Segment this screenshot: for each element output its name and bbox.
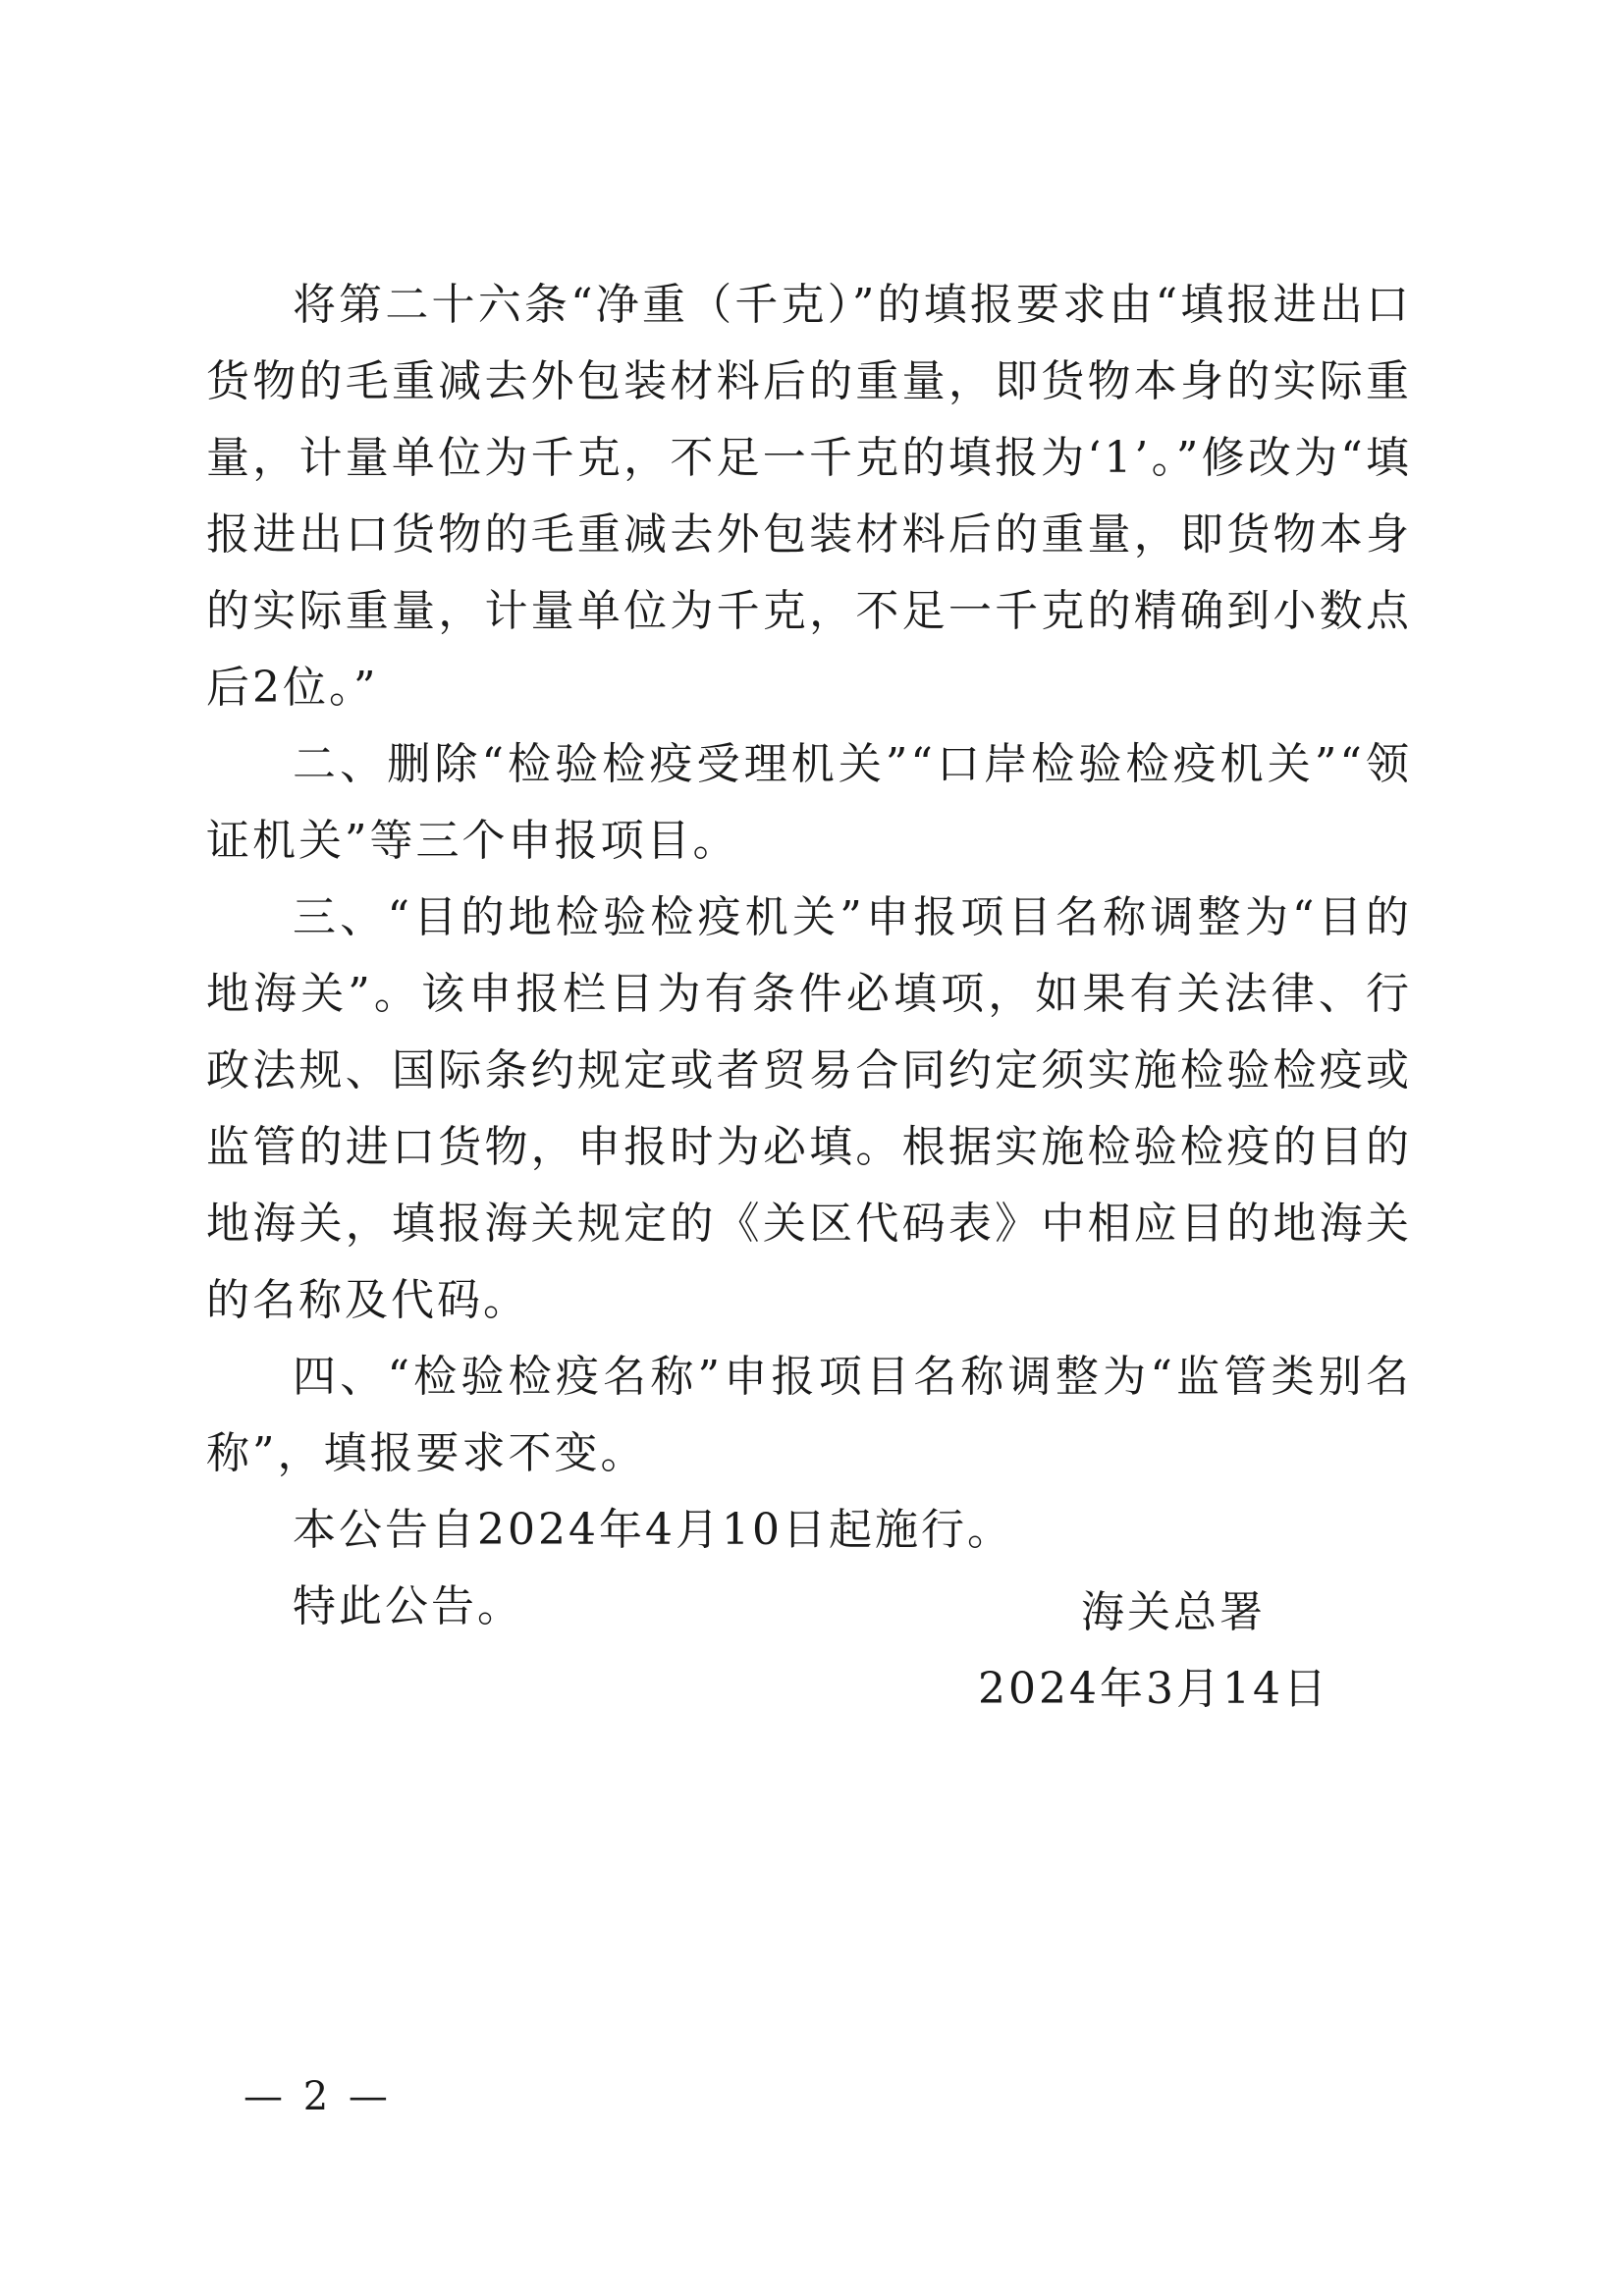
page-number: — 2 —: [244, 2074, 392, 2119]
paragraph-effective-date: 本公告自2024年4月10日起施行。: [293, 1505, 1013, 1555]
paragraph-item-two: 二、删除“检验检疫受理机关”“口岸检验检疫机关”“领证机关”等三个申报项目。: [206, 739, 1412, 866]
signature-block: [978, 1575, 1329, 1728]
paragraph-item-three: 三、“目的地检验检疫机关”申报项目名称调整为“目的地海关”。该申报栏目为有条件必填项，如果有关法律、行政法规、国际条约规定或者贸易合同约定须实施检验检疫或监管的进口货物，申报时为必填。根据实施检验检疫的目的地海关，填报海关规定的《关区代码表》中相应目的地海关的名称及代码。: [206, 892, 1412, 1325]
signature-organization: 海关总署: [1081, 1587, 1267, 1637]
signature-date: 2024年3月14日: [978, 1664, 1329, 1714]
paragraph-item-four: 四、“检验检疫名称”申报项目名称调整为“监管类别名称”，填报要求不变。: [206, 1352, 1412, 1478]
paragraph-net-weight: 将第二十六条“净重（千克）”的填报要求由“填报进出口货物的毛重减去外包装材料后的重量，即货物本身的实际重量，计量单位为千克，不足一千克的填报为‘1’。”修改为“填报进出口货物的毛重减去外包装材料后的重量，即货物本身的实际重量，计量单位为千克，不足一千克的精确到小数点后2位。”: [206, 280, 1412, 713]
document-body: [206, 267, 1412, 1645]
paragraph-closing: 特此公告。: [293, 1581, 523, 1631]
